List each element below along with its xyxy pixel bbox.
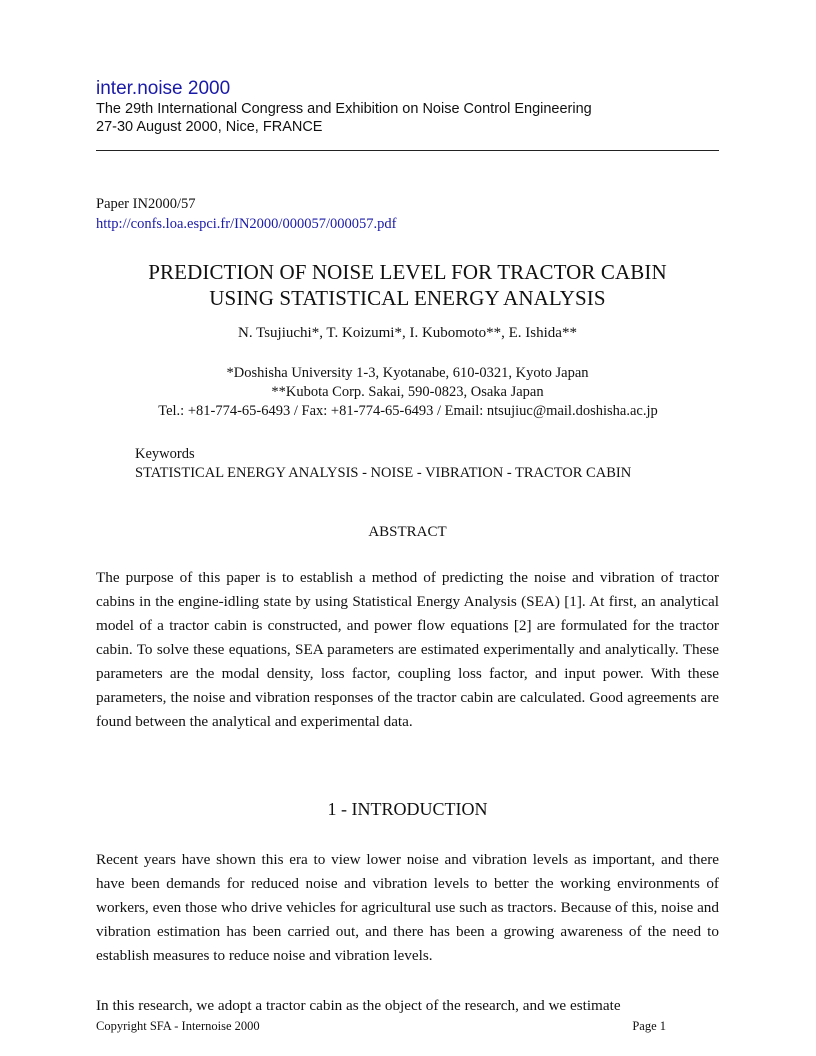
affiliation-1: *Doshisha University 1-3, Kyotanabe, 610-0321, Kyoto Japan [226,365,589,381]
conference-name: inter.noise 2000 [96,78,231,99]
paper-url-link[interactable]: http://confs.loa.espci.fr/IN2000/000057/000057.pdf [96,216,397,232]
paper-id: Paper IN2000/57 [96,196,196,212]
introduction-heading: 1 - INTRODUCTION [327,799,488,819]
conference-header [96,78,720,136]
keywords-text: STATISTICAL ENERGY ANALYSIS - NOISE - VIBRATION - TRACTOR CABIN [135,465,632,481]
conference-subtitle: The 29th International Congress and Exhibition on Noise Control Engineering [96,101,592,117]
affiliations [96,364,719,402]
footer-page-number: Page 1 [632,1019,666,1033]
abstract-body: The purpose of this paper is to establish a method of predicting the noise and vibration of tractor cabins in the engine-idling state by using Statistical Energy Analysis (SEA) [1]. At first, an analytical model of a tractor cabin is constructed, and power flow equations [2] are formulated for the tractor cabin. To solve these equations, SEA parameters are estimated experimentally and analytically. These parameters are the modal density, loss factor, coupling loss factor, and input power. With these parameters, the noise and vibration responses of the tractor cabin are calculated. Good agreements are found between the analytical and experimental data. [96,569,719,730]
introduction-paragraph-1: Recent years have shown this era to view lower noise and vibration levels as important, and there have been demands for reduced noise and vibration levels to better the working environments of workers, even those who drive vehicles for agricultural use such as tractors. Because of this, noise and vibration estimation has been carried out, and there has been a growing awareness of the need to establish measures to reduce noise and vibration levels. [96,851,719,964]
keywords-block [135,445,695,483]
paper-title-line-2: USING STATISTICAL ENERGY ANALYSIS [209,286,606,310]
author-list: N. Tsujiuchi*, T. Koizumi*, I. Kubomoto**, E. Ishida** [238,325,577,341]
contact-info: Tel.: +81-774-65-6493 / Fax: +81-774-65-6493 / Email: ntsujiuc@mail.doshisha.ac.jp [158,403,658,419]
conference-date-location: 27-30 August 2000, Nice, FRANCE [96,119,323,135]
introduction-paragraph-2: In this research, we adopt a tractor cabin as the object of the research, and we estimate [96,997,621,1014]
footer-copyright: Copyright SFA - Internoise 2000 [96,1019,260,1033]
keywords-label: Keywords [135,446,195,462]
paper-title-line-1: PREDICTION OF NOISE LEVEL FOR TRACTOR CABIN [148,260,667,284]
header-divider [96,150,719,151]
affiliation-2: **Kubota Corp. Sakai, 590-0823, Osaka Japan [271,384,544,400]
paper-title [96,259,719,311]
abstract-heading: ABSTRACT [368,524,447,540]
